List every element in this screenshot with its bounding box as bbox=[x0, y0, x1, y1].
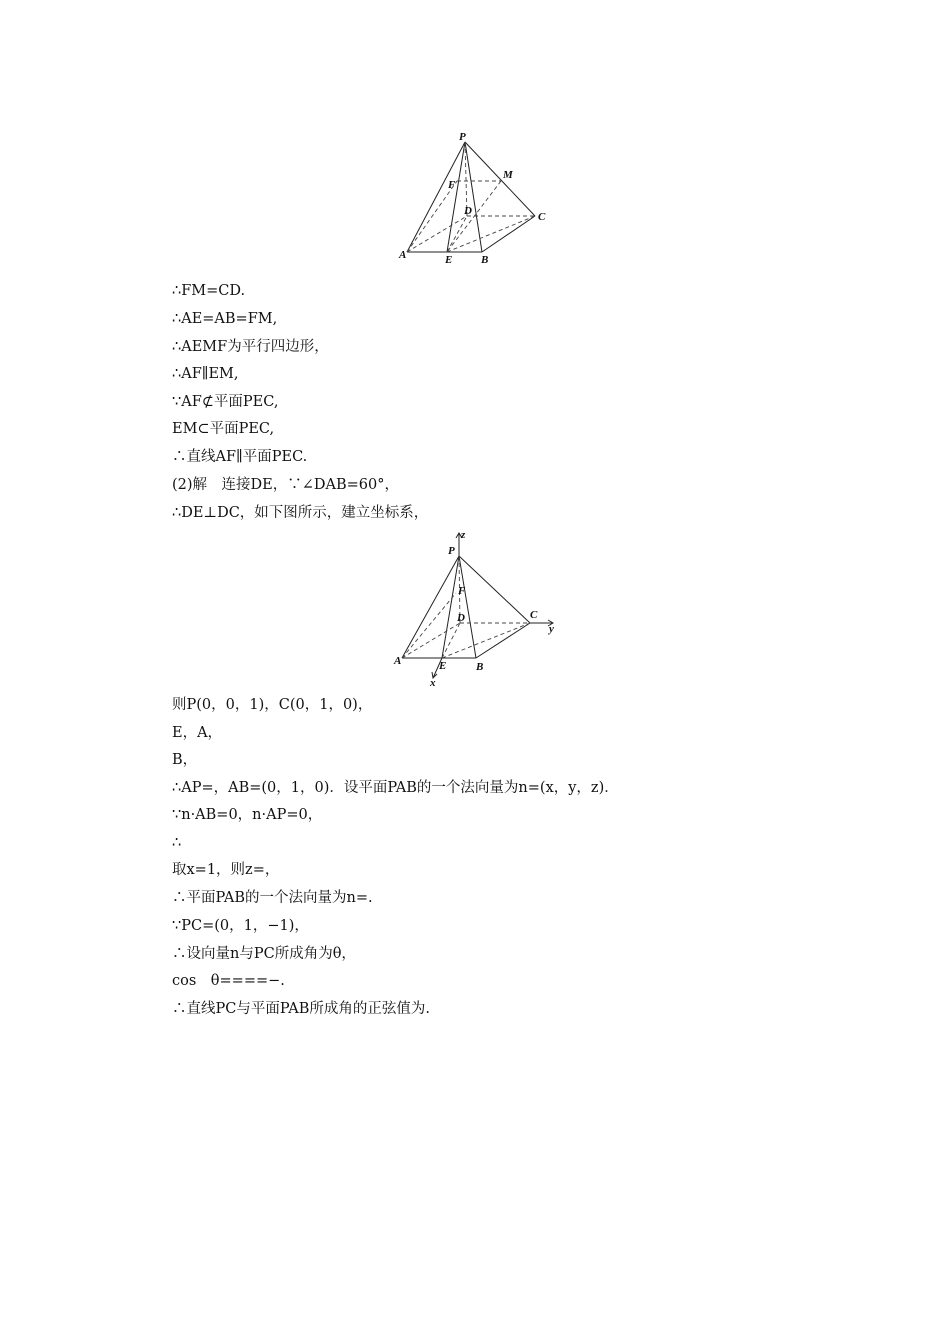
pyramid-diagram-2 bbox=[390, 528, 570, 688]
solution-line-2: E，A， bbox=[172, 725, 223, 741]
label-z: z bbox=[461, 529, 466, 541]
solution-line-6: ∴ bbox=[172, 835, 182, 851]
proof-line-7: ∴直线AF∥平面PEC. bbox=[172, 449, 308, 465]
solution-line-11: cos θ====−. bbox=[172, 973, 285, 989]
label-D: D bbox=[457, 612, 465, 624]
solution-line-5: ∵n·AB=0，n·AP=0， bbox=[172, 807, 323, 823]
label-y: y bbox=[549, 623, 554, 635]
label-B: B bbox=[476, 661, 484, 673]
label-P: P bbox=[448, 545, 455, 557]
label-C: C bbox=[538, 211, 546, 223]
label-M: M bbox=[503, 169, 513, 181]
solution-line-9: ∵PC=(0，1，−1)， bbox=[172, 918, 309, 934]
proof-line-4: ∴AF∥EM, bbox=[172, 366, 239, 382]
solution-line-1: 则P(0，0，1)，C(0，1，0)， bbox=[172, 697, 373, 713]
proof-line-8: (2)解 连接DE，∵∠DAB=60°， bbox=[172, 477, 400, 493]
label-x: x bbox=[430, 677, 436, 688]
proof-line-9: ∴DE⊥DC，如下图所示，建立坐标系， bbox=[172, 505, 429, 521]
label-B: B bbox=[481, 254, 489, 266]
solution-line-7: 取x=1，则z=， bbox=[172, 862, 280, 878]
solution-line-8: ∴平面PAB的一个法向量为n=. bbox=[172, 890, 373, 906]
label-A: A bbox=[399, 249, 407, 261]
proof-line-2: ∴AE=AB=FM, bbox=[172, 311, 278, 327]
label-D: D bbox=[464, 205, 472, 217]
label-F: F bbox=[448, 179, 456, 191]
proof-line-3: ∴AEMF为平行四边形， bbox=[172, 339, 329, 355]
solution-line-3: B， bbox=[172, 752, 198, 768]
pyramid-diagram-1 bbox=[395, 128, 555, 268]
solution-line-4: ∴AP=，AB=(0，1，0)．设平面PAB的一个法向量为n=(x，y，z)． bbox=[172, 780, 619, 796]
label-C: C bbox=[530, 609, 538, 621]
solution-line-12: ∴直线PC与平面PAB所成角的正弦值为. bbox=[172, 1001, 431, 1017]
proof-line-6: EM⊂平面PEC, bbox=[172, 421, 275, 437]
proof-line-5: ∵AF⊄平面PEC, bbox=[172, 394, 279, 410]
solution-line-10: ∴设向量n与PC所成角为θ， bbox=[172, 946, 356, 962]
figure-pyramid-2 bbox=[390, 528, 570, 688]
label-E: E bbox=[445, 254, 453, 266]
proof-line-1: ∴FM=CD. bbox=[172, 283, 246, 299]
label-P: P bbox=[459, 131, 466, 143]
label-E: E bbox=[439, 660, 447, 672]
figure-pyramid-1 bbox=[395, 128, 555, 268]
label-A: A bbox=[394, 655, 402, 667]
label-F: F bbox=[458, 585, 466, 597]
